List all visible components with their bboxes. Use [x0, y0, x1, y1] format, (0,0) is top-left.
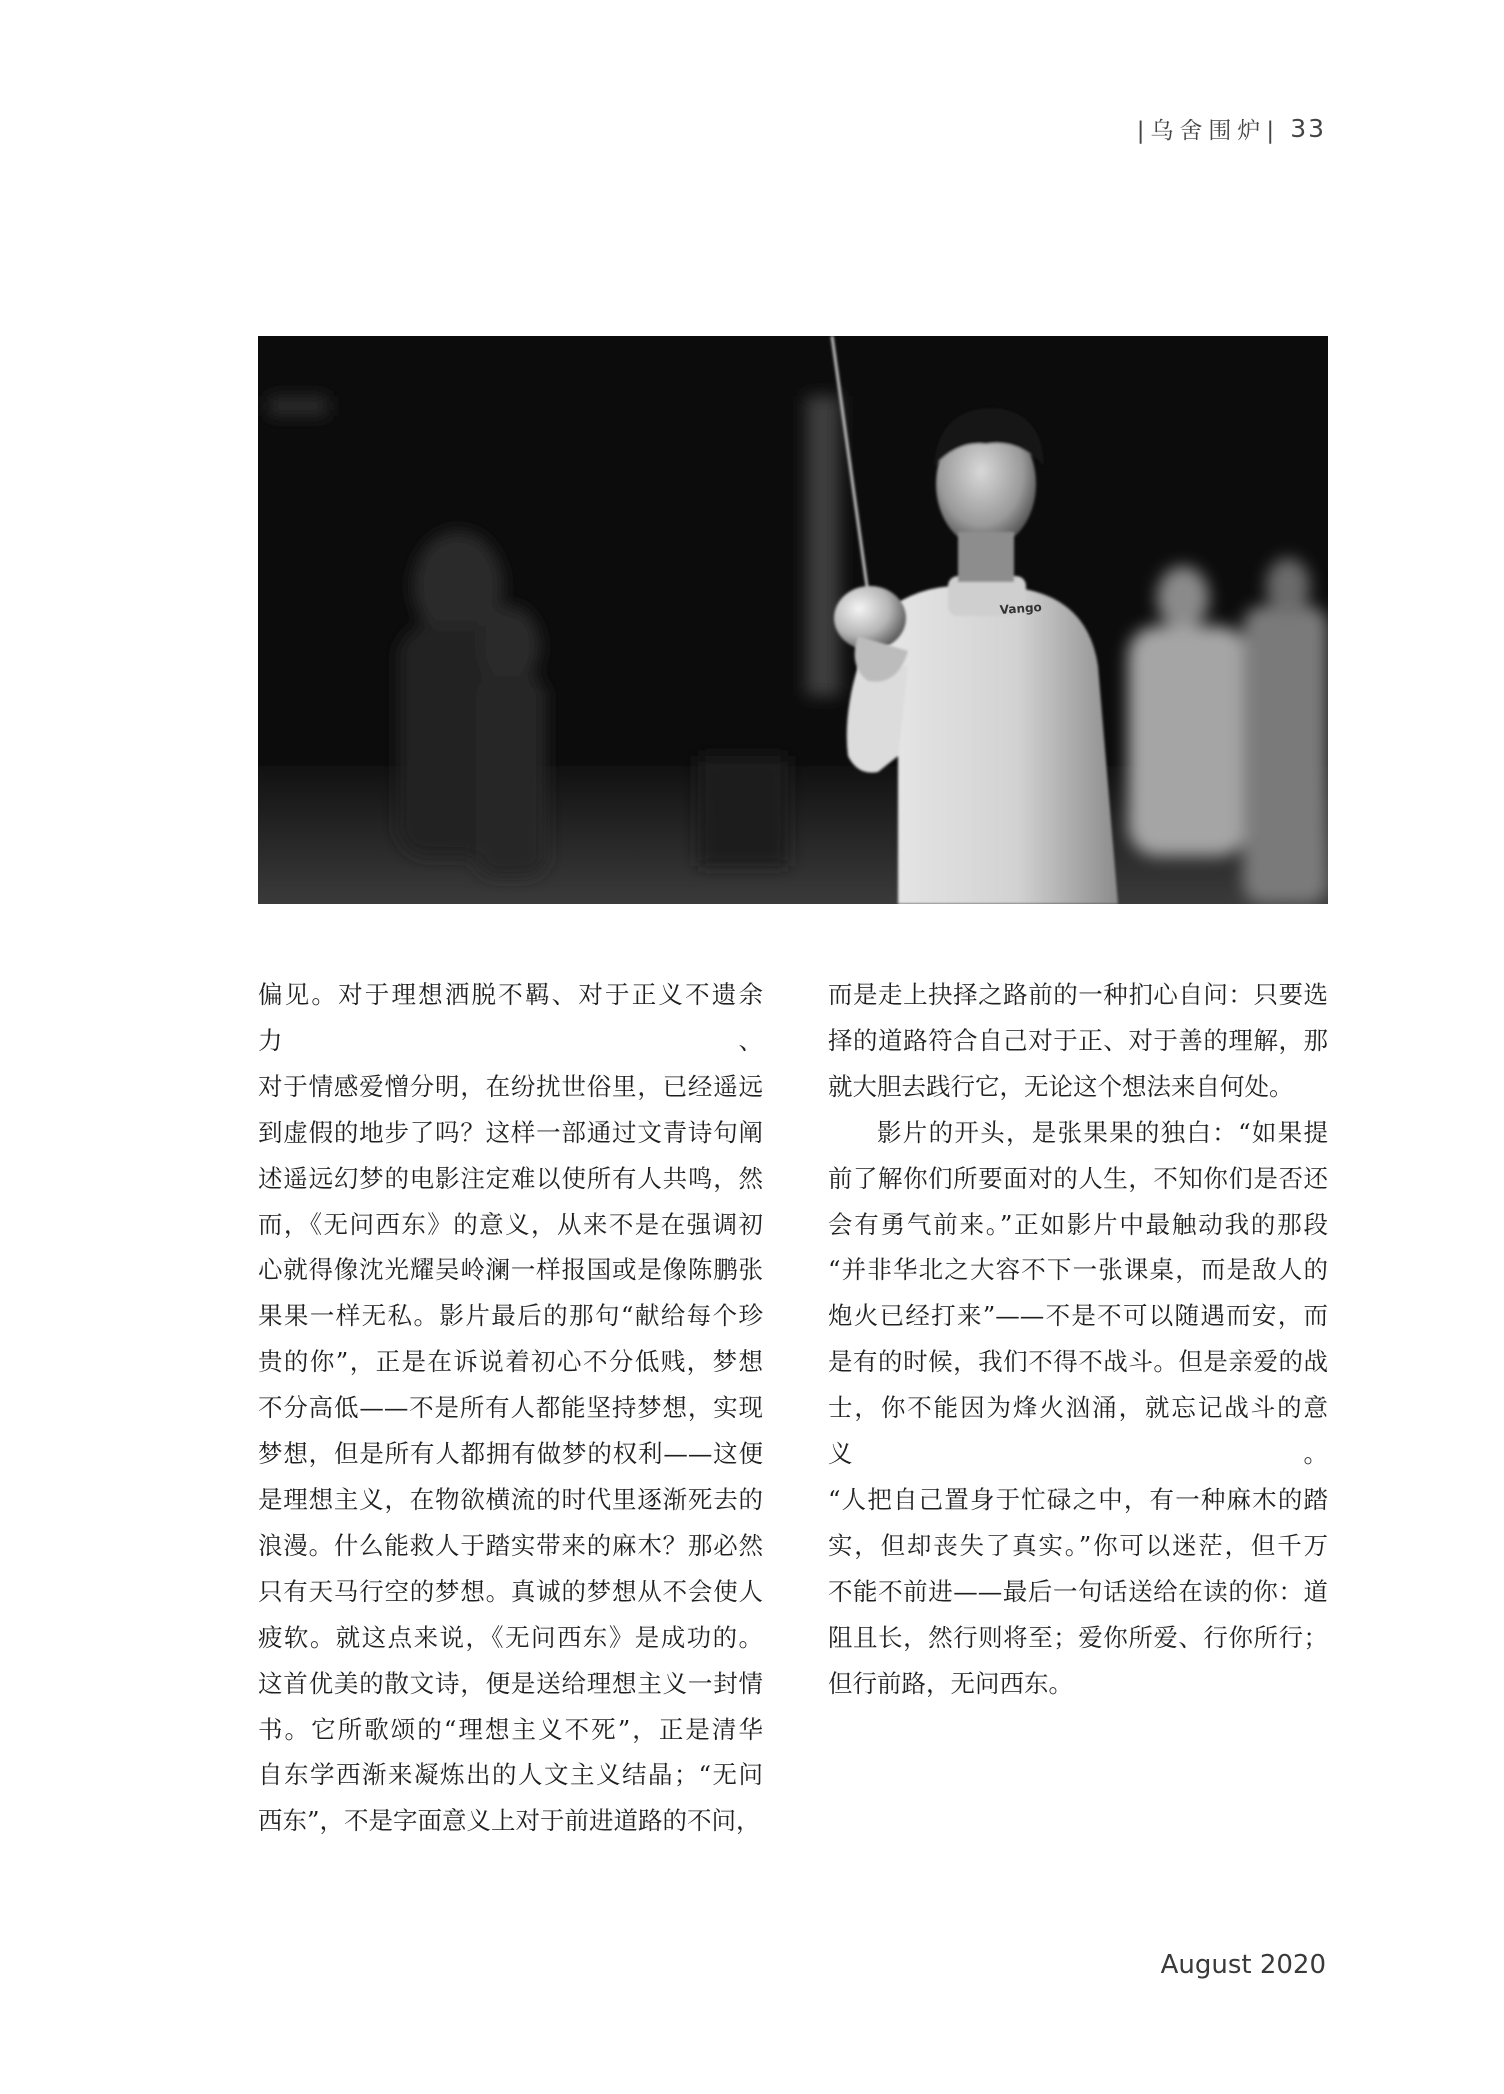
text-line: 书。它所歌颂的“理想主义不死”，正是清华 — [258, 1714, 763, 1744]
text-line: 是有的时候，我们不得不战斗。但是亲爱的战 — [828, 1347, 1328, 1377]
text-line: 疲软。就这点来说，《无问西东》是成功的。 — [258, 1622, 763, 1652]
text-line: 而，《无问西东》的意义，从来不是在强调初 — [258, 1209, 763, 1239]
text-line: 心就得像沈光耀吴岭澜一样报国或是像陈鹏张 — [258, 1255, 763, 1285]
text-line: 果果一样无私。影片最后的那句“献给每个珍 — [258, 1301, 763, 1331]
text-line: 偏见。对于理想洒脱不羁、对于正义不遗余力、 — [258, 980, 763, 1055]
right-column-text — [828, 972, 1328, 1707]
text-line: 实，但却丧失了真实。”你可以迷茫，但千万 — [828, 1530, 1328, 1560]
text-line: 就大胆去践行它，无论这个想法来自何处。 — [828, 1071, 1294, 1101]
text-line: 会有勇气前来。”正如影片中最触动我的那段 — [828, 1209, 1328, 1239]
left-column-text — [258, 972, 763, 1844]
text-line: 浪漫。什么能救人于踏实带来的麻木？那必然 — [258, 1530, 763, 1560]
text-line: 不能不前进——最后一句话送给在读的你：道 — [828, 1576, 1328, 1606]
jersey-brand-text: Vango — [999, 600, 1043, 617]
text-line: 对于情感爱憎分明，在纷扰世俗里，已经遥远 — [258, 1071, 763, 1101]
text-line: 自东学西渐来凝炼出的人文主义结晶；“无问 — [258, 1760, 763, 1790]
text-line: 贵的你”，正是在诉说着初心不分低贱，梦想 — [258, 1347, 763, 1377]
page-number: 33 — [1290, 114, 1326, 143]
text-line: 是理想主义，在物欲横流的时代里逐渐死去的 — [258, 1484, 763, 1514]
text-line: 前了解你们所要面对的人生，不知你们是否还 — [828, 1163, 1328, 1193]
text-line: 择的道路符合自己对于正、对于善的理解，那 — [828, 1025, 1328, 1055]
text-line: 影片的开头，是张果果的独白：“如果提 — [877, 1117, 1328, 1147]
issue-date: August 2020 — [1160, 1950, 1326, 1980]
text-line: 阻且长，然行则将至；爱你所爱、行你所行； — [828, 1622, 1328, 1652]
text-line: 而是走上抉择之路前的一种扪心自问：只要选 — [828, 980, 1328, 1009]
fencer-photo — [258, 336, 1328, 904]
text-line: 到虚假的地步了吗？这样一部通过文青诗句阐 — [258, 1117, 763, 1147]
text-line: 士，你不能因为烽火汹涌，就忘记战斗的意义。 — [828, 1393, 1328, 1469]
text-line: 不分高低——不是所有人都能坚持梦想，实现 — [258, 1393, 763, 1423]
text-line: 但行前路，无问西东。 — [828, 1668, 1073, 1698]
text-line: 梦想，但是所有人都拥有做梦的权利——这便 — [258, 1439, 763, 1469]
section-title: |乌舍围炉| — [1136, 118, 1281, 144]
text-line: 只有天马行空的梦想。真诚的梦想从不会使人 — [258, 1576, 763, 1606]
text-line: 西东”，不是字面意义上对于前进道路的不问， — [258, 1806, 761, 1836]
text-line: 述遥远幻梦的电影注定难以使所有人共鸣，然 — [258, 1163, 763, 1193]
text-line: “人把自己置身于忙碌之中，有一种麻木的踏 — [828, 1484, 1328, 1514]
running-header — [1137, 112, 1326, 145]
text-line: “并非华北之大容不下一张课桌，而是敌人的 — [828, 1255, 1328, 1285]
text-line: 这首优美的散文诗，便是送给理想主义一封情 — [258, 1668, 763, 1698]
text-line: 炮火已经打来”——不是不可以随遇而安，而 — [828, 1301, 1328, 1331]
